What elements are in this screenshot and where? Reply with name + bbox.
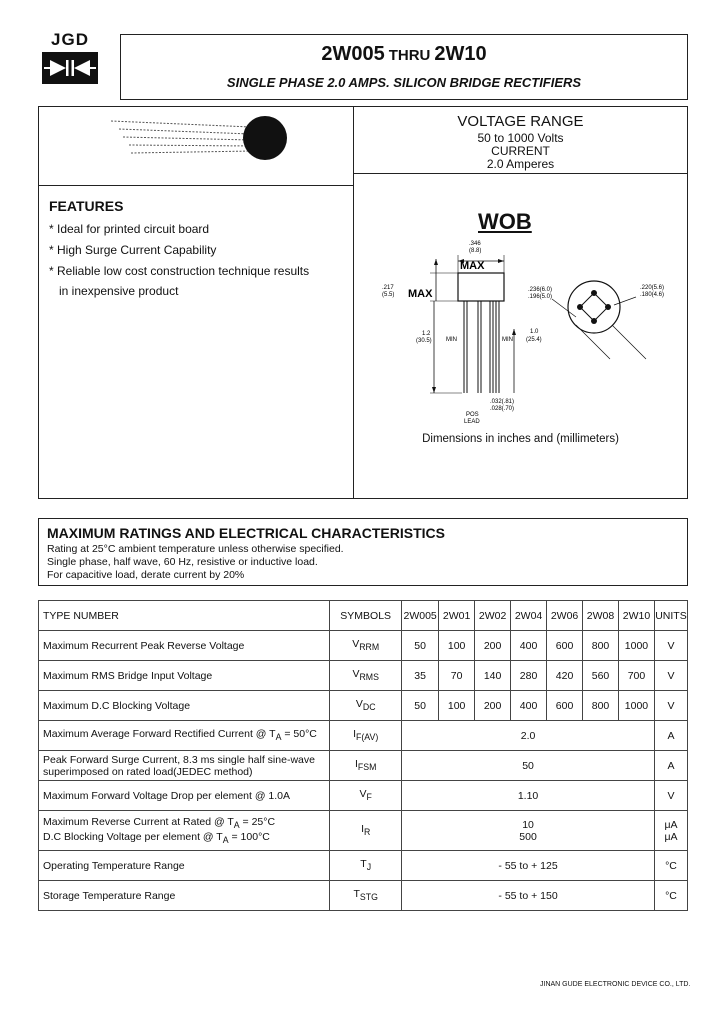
dim-label: .220(5.6) — [640, 285, 665, 291]
unit-cell: A — [654, 721, 687, 751]
table-row — [39, 721, 688, 751]
symbol-cell: $V_{DC}$ — [330, 691, 402, 721]
value-cell: 200 — [475, 691, 511, 721]
symbol-cell: $T_{STG}$ — [330, 881, 402, 911]
param-cell: Maximum D.C Blocking Voltage — [39, 691, 330, 721]
value-cell: 1000 — [618, 631, 654, 661]
package-body — [458, 273, 504, 301]
header-2w10: 2W10 — [618, 601, 654, 631]
dim-label: (25.4) — [526, 337, 542, 343]
param-cell: Storage Temperature Range — [39, 881, 330, 911]
value-cell: 100 — [439, 631, 475, 661]
value-cell: 2.0 — [402, 721, 655, 751]
dim-label: (5.5) — [382, 292, 395, 298]
table-row — [39, 751, 688, 781]
value-cell: - 55 to + 125 — [402, 851, 655, 881]
feature-item: * High Surge Current Capability — [49, 243, 217, 257]
max-label: MAX — [460, 260, 485, 272]
table-row — [39, 661, 688, 691]
header-2w04: 2W04 — [511, 601, 547, 631]
logo-text: JGD — [51, 30, 89, 49]
value-cell: 600 — [547, 691, 583, 721]
max-label: MAX — [408, 288, 433, 300]
table-row — [39, 781, 688, 811]
symbol-cell: $T_J$ — [330, 851, 402, 881]
unit-cell: V — [654, 631, 687, 661]
feature-item: * Reliable low cost construction technique results — [49, 264, 310, 278]
symbol-cell: $I_{F(AV)}$ — [330, 721, 402, 751]
dim-label: .236(6.0) — [528, 287, 553, 293]
current-title: CURRENT — [491, 144, 550, 158]
param-cell: Peak Forward Surge Current, 8.3 ms single half sine-wave superimposed on rated load(JEDEC method) — [39, 751, 330, 781]
dimensions-note: Dimensions in inches and (millimeters) — [422, 433, 619, 445]
header-2w02: 2W02 — [475, 601, 511, 631]
package-name: WOB — [478, 209, 532, 234]
symbol-cell: $V_{RRM}$ — [330, 631, 402, 661]
param-cell: Maximum Reverse Current at Rated @ $T_A = 25^\circ C$ D.C Blocking Voltage per element @ $T_A = 100^\circ C$ — [39, 811, 330, 851]
table-row — [39, 881, 688, 911]
header-units: UNITS — [654, 601, 687, 631]
dim-label: .028(.70) — [490, 406, 515, 412]
part-from: 2W005 — [321, 43, 385, 65]
value-cell: 420 — [547, 661, 583, 691]
value-cell: 35 — [402, 661, 439, 691]
value-cell: 700 — [618, 661, 654, 691]
header-2w08: 2W08 — [583, 601, 619, 631]
voltage-range-value: 50 to 1000 Volts — [477, 131, 564, 145]
table-row — [39, 811, 688, 851]
header-type-number: TYPE NUMBER — [39, 601, 330, 631]
dim-label: .196(5.0) — [528, 294, 553, 300]
spec-summary-panel — [353, 106, 688, 499]
dim-label: 1.2 — [422, 331, 431, 337]
table-header-row — [39, 601, 688, 631]
dim-label: .180(4.6) — [640, 292, 665, 298]
value-cell: 50 — [402, 751, 655, 781]
voltage-range-title: VOLTAGE RANGE — [457, 113, 584, 130]
unit-cell: V — [654, 661, 687, 691]
value-cell: 400 — [511, 691, 547, 721]
value-cell: 200 — [475, 631, 511, 661]
title-box — [120, 34, 688, 100]
table-row — [39, 631, 688, 661]
ratings-table — [38, 600, 688, 911]
value-cell: 1.10 — [402, 781, 655, 811]
symbol-cell: $V_{RMS}$ — [330, 661, 402, 691]
dim-label: .346 — [469, 241, 481, 247]
value-cell: 1000 — [618, 691, 654, 721]
value-cell: 50 — [402, 691, 439, 721]
header-2w01: 2W01 — [439, 601, 475, 631]
unit-cell: °C — [654, 881, 687, 911]
package-image-panel — [38, 106, 354, 186]
package-dimension-diagram — [354, 233, 687, 433]
rating-note: Rating at 25°C ambient temperature unless otherwise specified. — [47, 543, 344, 555]
param-cell: Maximum Average Forward Rectified Current @ $T_A = 50^\circ C$ — [39, 721, 330, 751]
value-cell: 400 — [511, 631, 547, 661]
feature-item: in inexpensive product — [59, 284, 179, 298]
dim-label: (8.8) — [469, 248, 482, 254]
unit-cell: V — [654, 691, 687, 721]
value-cell: 70 — [439, 661, 475, 691]
param-cell: Maximum RMS Bridge Input Voltage — [39, 661, 330, 691]
ratings-header-panel — [38, 518, 688, 586]
dim-label: (30.5) — [416, 338, 432, 344]
value-cell: - 55 to + 150 — [402, 881, 655, 911]
rating-note: Single phase, half wave, 60 Hz, resistive or inductive load. — [47, 556, 318, 568]
dim-label: MIN — [446, 337, 457, 343]
value-cell: 800 — [583, 691, 619, 721]
feature-item: * Ideal for printed circuit board — [49, 222, 210, 236]
param-cell: Operating Temperature Range — [39, 851, 330, 881]
features-panel — [38, 185, 354, 499]
divider — [354, 173, 687, 174]
value-cell: 560 — [583, 661, 619, 691]
header-2w005: 2W005 — [402, 601, 439, 631]
pos-label: POS — [466, 412, 479, 418]
param-cell: Maximum Recurrent Peak Reverse Voltage — [39, 631, 330, 661]
value-cell: 280 — [511, 661, 547, 691]
thru-text: THRU — [388, 47, 431, 64]
dim-label: 1.0 — [530, 329, 539, 335]
company-footer: JINAN GUDE ELECTRONIC DEVICE CO., LTD. — [540, 981, 691, 988]
dim-label: .032(.81) — [490, 399, 515, 405]
ratings-title: MAXIMUM RATINGS AND ELECTRICAL CHARACTERISTICS — [47, 525, 445, 541]
dim-label: MIN — [502, 337, 513, 343]
dim-label: .217 — [382, 285, 394, 291]
symbol-cell: $I_R$ — [330, 811, 402, 851]
lead-label: LEAD — [464, 419, 480, 425]
bridge-package-icon — [39, 107, 353, 185]
value-cell: 50 — [402, 631, 439, 661]
table-row — [39, 691, 688, 721]
value-cell: 10 500 — [402, 811, 655, 851]
rating-note: For capacitive load, derate current by 20% — [47, 569, 245, 581]
unit-cell: μA μA — [654, 811, 687, 851]
value-cell: 140 — [475, 661, 511, 691]
unit-cell: V — [654, 781, 687, 811]
features-title: FEATURES — [49, 198, 124, 214]
part-to: 2W10 — [434, 43, 487, 65]
symbol-cell: $I_{FSM}$ — [330, 751, 402, 781]
symbol-cell: $V_F$ — [330, 781, 402, 811]
document-subtitle: SINGLE PHASE 2.0 AMPS. SILICON BRIDGE RECTIFIERS — [226, 75, 582, 90]
value-cell: 800 — [583, 631, 619, 661]
header-symbols: SYMBOLS — [330, 601, 402, 631]
unit-cell: °C — [654, 851, 687, 881]
company-logo — [38, 30, 102, 86]
value-cell: 600 — [547, 631, 583, 661]
param-cell: Maximum Forward Voltage Drop per element @ 1.0A — [39, 781, 330, 811]
document-title — [121, 43, 687, 66]
value-cell: 100 — [439, 691, 475, 721]
unit-cell: A — [654, 751, 687, 781]
diode-logo-icon — [42, 52, 98, 84]
current-value: 2.0 Amperes — [486, 157, 555, 171]
table-row — [39, 851, 688, 881]
header-2w06: 2W06 — [547, 601, 583, 631]
